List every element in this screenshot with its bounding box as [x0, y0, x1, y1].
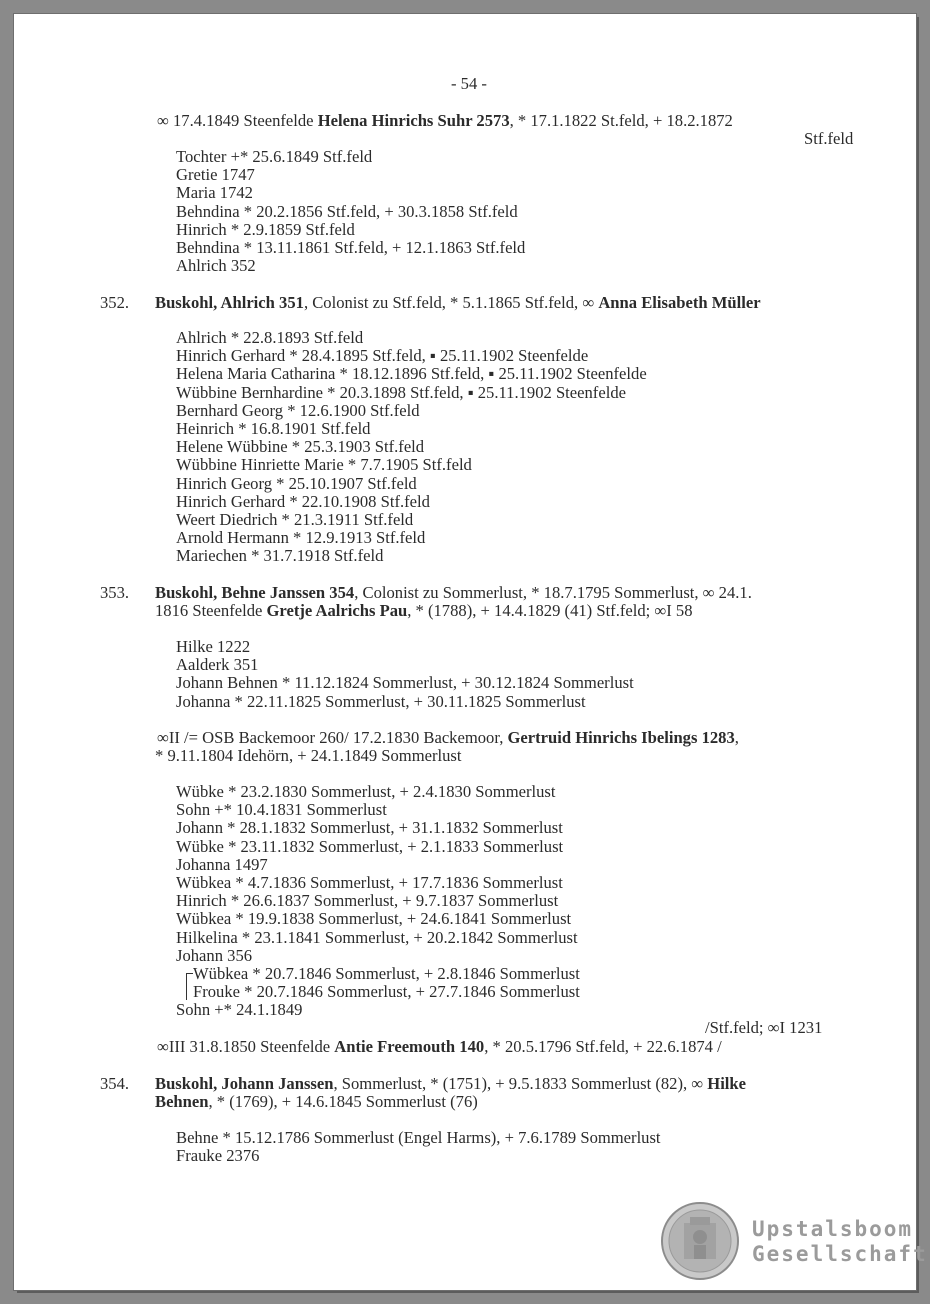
marriage-note: /Stf.feld; ∞I 1231 — [705, 1018, 823, 1037]
marriage-line — [157, 112, 733, 130]
list-item: Johann Behnen * 11.12.1824 Sommerlust, + 30.12.1824 Sommerlust — [176, 673, 634, 693]
name-bold: Buskohl, Ahlrich 351 — [155, 293, 304, 312]
list-item: Johann * 28.1.1832 Sommerlust, + 31.1.1832 Sommerlust — [176, 818, 563, 838]
list-item: Hinrich * 2.9.1859 Stf.feld — [176, 219, 355, 239]
marriage-line-cont: Stf.feld — [804, 129, 854, 148]
text-segment: , — [734, 728, 739, 747]
text-segment: ∞III 31.8.1850 Steenfelde — [157, 1037, 335, 1056]
list-item: Wübbine Hinriette Marie * 7.7.1905 Stf.feld — [176, 455, 472, 475]
list-item: Frauke 2376 — [176, 1146, 260, 1166]
list-item: Behne * 15.12.1786 Sommerlust (Engel Harms), + 7.6.1789 Sommerlust — [176, 1128, 661, 1147]
list-item: Ahlrich * 22.8.1893 Stf.feld — [176, 328, 364, 347]
list-item: Frouke * 20.7.1846 Sommerlust, + 27.7.1846 Sommerlust — [193, 982, 580, 1002]
text-segment: , * 17.1.1822 St.feld, + 18.2.1872 — [509, 111, 733, 130]
name-bold: Buskohl, Behne Janssen 354 — [155, 583, 355, 602]
list-item: Wübbine Bernhardine * 20.3.1898 Stf.feld, ▪ 25.11.1902 Steenfelde — [176, 382, 626, 402]
list-item: Johann 356 — [176, 945, 253, 965]
text-segment: , * (1769), + 14.6.1845 Sommerlust (76) — [208, 1092, 478, 1111]
list-item: Hinrich Gerhard * 22.10.1908 Stf.feld — [176, 491, 430, 511]
name-bold: Buskohl, Johann Janssen — [155, 1074, 334, 1093]
org-name-line1: Upstalsboom — [752, 1217, 914, 1241]
list-item: Hilke 1222 — [176, 637, 251, 656]
list-item: Sohn +* 24.1.1849 — [176, 1000, 303, 1019]
list-item: Wübke * 23.2.1830 Sommerlust, + 2.4.1830 Sommerlust — [176, 782, 556, 801]
list-item: Aalderk 351 — [176, 655, 259, 675]
list-item: Sohn +* 10.4.1831 Sommerlust — [176, 800, 387, 820]
list-item: Hinrich * 26.6.1837 Sommerlust, + 9.7.1837 Sommerlust — [176, 891, 559, 911]
text-segment: ∞ 17.4.1849 Steenfelde — [157, 111, 318, 130]
text-segment: , * 20.5.1796 Stf.feld, + 22.6.1874 / — [484, 1037, 722, 1056]
entry-header — [155, 294, 761, 312]
list-item: Arnold Hermann * 12.9.1913 Stf.feld — [176, 528, 426, 548]
name-bold: Helena Hinrichs Suhr 2573 — [317, 111, 510, 130]
list-item: Wübkea * 19.9.1838 Sommerlust, + 24.6.1841 Sommerlust — [176, 909, 572, 929]
list-item: Heinrich * 16.8.1901 Stf.feld — [176, 419, 371, 438]
name-bold: Gretje Aalrichs Pau — [266, 601, 408, 620]
text-segment: , Colonist zu Sommerlust, * 18.7.1795 Sommerlust, ∞ 24.1. — [354, 583, 752, 602]
list-item: Maria 1742 — [176, 183, 253, 203]
list-item: Gretie 1747 — [176, 165, 255, 185]
name-bold: Gertruid Hinrichs Ibelings 1283 — [507, 728, 735, 747]
entry-header — [155, 1075, 746, 1093]
entry-number: 353. — [100, 583, 130, 602]
text-segment: ∞II /= OSB Backemoor 260/ 17.2.1830 Backemoor, — [157, 728, 508, 747]
text-segment: , Colonist zu Stf.feld, * 5.1.1865 Stf.feld, ∞ — [303, 293, 599, 312]
list-item: Wübkea * 20.7.1846 Sommerlust, + 2.8.1846 Sommerlust — [193, 964, 580, 983]
text-segment: 1816 Steenfelde — [155, 601, 267, 620]
list-item: Mariechen * 31.7.1918 Stf.feld — [176, 546, 384, 566]
name-bold: Antie Freemouth 140 — [334, 1037, 485, 1056]
marriage-line — [157, 729, 739, 747]
list-item: Hinrich Gerhard * 28.4.1895 Stf.feld, ▪ 25.11.1902 Steenfelde — [176, 346, 589, 366]
entry-number: 354. — [100, 1074, 130, 1093]
list-item: Behndina * 20.2.1856 Stf.feld, + 30.3.1858 Stf.feld — [176, 201, 518, 221]
list-item: Wübke * 23.11.1832 Sommerlust, + 2.1.1833 Sommerlust — [176, 836, 564, 856]
list-item: Wübkea * 4.7.1836 Sommerlust, + 17.7.1836 Sommerlust — [176, 873, 563, 892]
text-segment: , * (1788), + 14.4.1829 (41) Stf.feld; ∞I 58 — [407, 601, 693, 620]
marriage-line-cont: * 9.11.1804 Idehörn, + 24.1.1849 Sommerlust — [155, 746, 462, 765]
list-item: Johanna * 22.11.1825 Sommerlust, + 30.11.1825 Sommerlust — [176, 691, 586, 711]
name-bold: Hilke — [707, 1074, 747, 1093]
list-item: Hilkelina * 23.1.1841 Sommerlust, + 20.2.1842 Sommerlust — [176, 927, 578, 947]
list-item: Helene Wübbine * 25.3.1903 Stf.feld — [176, 437, 425, 457]
list-item: Weert Diedrich * 21.3.1911 Stf.feld — [176, 510, 414, 529]
list-item: Helena Maria Catharina * 18.12.1896 Stf.feld, ▪ 25.11.1902 Steenfelde — [176, 364, 647, 384]
text-segment: , Sommerlust, * (1751), + 9.5.1833 Sommerlust (82), ∞ — [333, 1074, 708, 1093]
name-bold: Behnen — [155, 1092, 209, 1111]
entry-header — [155, 584, 752, 602]
list-item: Tochter +* 25.6.1849 Stf.feld — [176, 147, 373, 166]
entry-number: 352. — [100, 293, 130, 312]
seal-icon — [660, 1201, 740, 1281]
entry-header-cont — [155, 602, 693, 620]
entry-header-cont — [155, 1093, 478, 1111]
list-item: Behndina * 13.11.1861 Stf.feld, + 12.1.1863 Stf.feld — [176, 238, 526, 257]
list-item: Bernhard Georg * 12.6.1900 Stf.feld — [176, 400, 420, 420]
marriage-line — [157, 1038, 722, 1056]
page-number: - 54 - — [451, 74, 487, 93]
list-item: Hinrich Georg * 25.10.1907 Stf.feld — [176, 473, 417, 493]
twins-bracket — [186, 973, 193, 1000]
org-name-line2: Gesellschaft — [752, 1242, 928, 1266]
list-item: Ahlrich 352 — [176, 256, 256, 276]
list-item: Johanna 1497 — [176, 854, 268, 874]
name-bold: Anna Elisabeth Müller — [598, 293, 761, 312]
